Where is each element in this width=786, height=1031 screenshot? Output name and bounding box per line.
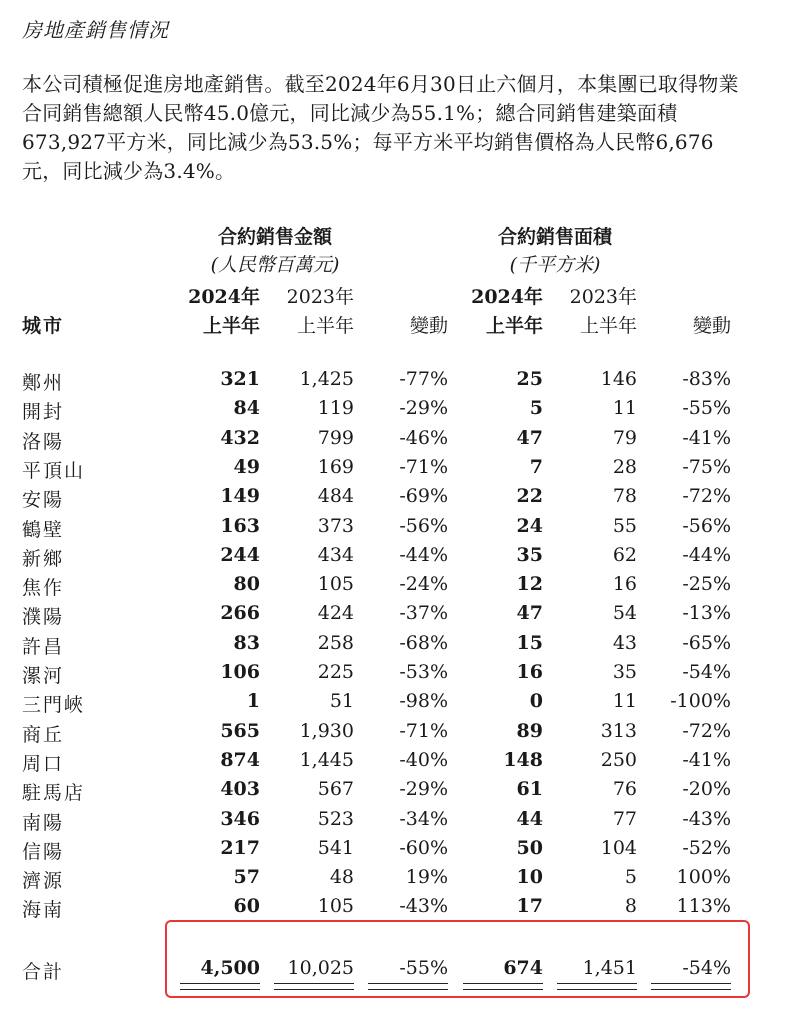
table-row	[0, 368, 786, 397]
cell-area-2023: 79	[612, 426, 637, 449]
cell-amount-change: -56%	[399, 514, 448, 537]
cell-amount-change: -71%	[399, 455, 448, 478]
cell-amount-2024: 83	[233, 631, 260, 654]
cell-amount-2023: 48	[329, 866, 354, 889]
group-header-area: 合約銷售面積	[497, 226, 612, 248]
cell-area-change: -41%	[682, 748, 731, 771]
cell-amount-change: -71%	[399, 719, 448, 742]
cell-amount-change: -60%	[399, 836, 448, 859]
cell-amount-change: -29%	[399, 778, 448, 801]
cell-city: 海南	[22, 899, 65, 922]
table-row	[0, 632, 786, 661]
cell-amount-2023: 258	[317, 631, 354, 654]
group-unit-amount: (人民幣百萬元)	[210, 254, 340, 276]
cell-area-change: -72%	[682, 719, 731, 742]
cell-area-change: -44%	[682, 543, 731, 566]
cell-amount-change: -69%	[399, 485, 448, 508]
cell-amount-2023: 373	[317, 514, 354, 537]
cell-amount-2024: 217	[220, 836, 260, 859]
cell-amount-2023: 434	[317, 543, 354, 566]
section-title: 房地產銷售情況	[22, 18, 169, 42]
cell-area-change: -55%	[682, 397, 731, 420]
cell-area-change: -75%	[682, 455, 731, 478]
cell-area-2023: 76	[612, 778, 637, 801]
cell-city: 鶴壁	[22, 518, 65, 541]
cell-amount-change: 19%	[405, 866, 448, 889]
cell-amount-2023: 105	[317, 895, 354, 918]
cell-amount-change: -43%	[399, 895, 448, 918]
cell-area-2024: 0	[529, 690, 543, 713]
cell-area-change: 100%	[676, 866, 731, 889]
table-row	[0, 720, 786, 749]
cell-area-2024: 35	[516, 543, 543, 566]
cell-amount-2023: 1,425	[299, 368, 354, 390]
cell-amount-2023: 105	[317, 573, 354, 596]
cell-area-change: -83%	[682, 368, 731, 390]
cell-amount-2024: 163	[220, 514, 260, 537]
cell-area-2024: 17	[516, 895, 543, 918]
cell-amount-2023: 424	[317, 602, 354, 625]
cell-amount-change: -46%	[399, 426, 448, 449]
total-label: 合計	[22, 961, 65, 983]
cell-area-2023: 62	[612, 543, 637, 566]
cell-city: 信陽	[22, 840, 65, 863]
cell-area-change: -20%	[682, 778, 731, 801]
cell-amount-2024: 49	[233, 455, 260, 478]
cell-area-2023: 54	[612, 602, 637, 625]
cell-amount-2024: 57	[233, 866, 260, 889]
cell-area-change: -41%	[682, 426, 731, 449]
table-row	[0, 778, 786, 807]
cell-area-2024: 61	[516, 778, 543, 801]
cell-amount-2024: 106	[220, 661, 260, 683]
cell-city: 鄭州	[22, 372, 65, 394]
cell-city: 南陽	[22, 811, 65, 834]
col-header-city: 城市	[22, 315, 65, 337]
col-header-amount-2024-top: 2024年	[188, 286, 260, 308]
cell-amount-2024: 80	[233, 573, 260, 596]
cell-area-2024: 5	[529, 397, 543, 420]
cell-amount-2024: 1	[246, 690, 260, 713]
cell-area-2023: 16	[612, 573, 637, 596]
cell-area-2023: 5	[624, 866, 637, 889]
table-row	[0, 544, 786, 573]
cell-area-2023: 77	[612, 807, 637, 830]
cell-amount-2024: 244	[220, 543, 260, 566]
cell-area-2024: 50	[516, 836, 543, 859]
cell-city: 濮陽	[22, 606, 65, 629]
cell-amount-2024: 60	[233, 895, 260, 918]
col-header-area-2024-top: 2024年	[471, 286, 543, 308]
cell-amount-change: -37%	[399, 602, 448, 625]
cell-area-change: 113%	[676, 895, 731, 918]
cell-area-change: -54%	[682, 661, 731, 683]
cell-amount-2024: 149	[220, 485, 260, 508]
col-header-area-2023-top: 2023年	[569, 286, 637, 308]
cell-city: 焦作	[22, 577, 65, 600]
cell-city: 漯河	[22, 665, 65, 687]
cell-amount-2023: 523	[317, 807, 354, 830]
cell-area-2024: 10	[516, 866, 543, 889]
cell-area-2023: 104	[600, 836, 637, 859]
cell-area-2024: 15	[516, 631, 543, 654]
cell-area-2024: 7	[529, 455, 543, 478]
cell-amount-2023: 799	[317, 426, 354, 449]
cell-amount-change: -77%	[399, 368, 448, 390]
cell-area-2024: 44	[516, 807, 543, 830]
cell-amount-change: -24%	[399, 573, 448, 596]
total-area-change: -54%	[682, 957, 731, 979]
table-row	[0, 808, 786, 837]
total-amount-change: -55%	[399, 957, 448, 979]
cell-amount-change: -53%	[399, 661, 448, 683]
cell-area-change: -72%	[682, 485, 731, 508]
cell-amount-2024: 266	[220, 602, 260, 625]
cell-area-2024: 12	[516, 573, 543, 596]
cell-area-change: -56%	[682, 514, 731, 537]
cell-area-2023: 250	[600, 748, 637, 771]
table-row	[0, 837, 786, 866]
cell-area-change: -25%	[682, 573, 731, 596]
cell-amount-2023: 169	[317, 455, 354, 478]
cell-area-change: -52%	[682, 836, 731, 859]
cell-amount-2024: 84	[233, 397, 260, 420]
cell-area-2023: 43	[612, 631, 637, 654]
cell-area-2023: 8	[624, 895, 637, 918]
intro-paragraph: 本公司積極促進房地產銷售。截至2024年6月30日止六個月，本集團已取得物業合同銷售總額人民幣45.0億元，同比減少為55.1%；總合同銷售建築面積673,927平方米，同比減少為53.5%；每平方米平均銷售價格為人民幣6,676元，同比減少為3.4%。	[22, 72, 739, 183]
table-row	[0, 456, 786, 485]
cell-area-2023: 313	[600, 719, 637, 742]
cell-area-change: -65%	[682, 631, 731, 654]
cell-area-change: -100%	[670, 690, 731, 713]
cell-city: 濟源	[22, 870, 65, 893]
cell-area-change: -13%	[682, 602, 731, 625]
cell-amount-change: -98%	[399, 690, 448, 713]
table-row	[0, 485, 786, 514]
cell-amount-change: -40%	[399, 748, 448, 771]
cell-amount-2023: 1,930	[299, 719, 354, 742]
table-row	[0, 661, 786, 690]
cell-amount-change: -34%	[399, 807, 448, 830]
cell-city: 新鄉	[22, 547, 65, 570]
cell-amount-2024: 346	[220, 807, 260, 830]
cell-city: 商丘	[22, 723, 65, 746]
cell-area-2023: 146	[600, 368, 637, 390]
cell-area-2024: 148	[503, 748, 543, 771]
table-row	[0, 397, 786, 426]
cell-amount-2024: 321	[220, 368, 260, 390]
cell-amount-change: -44%	[399, 543, 448, 566]
cell-area-2023: 55	[612, 514, 637, 537]
cell-city: 駐馬店	[22, 782, 86, 805]
cell-area-2024: 25	[516, 368, 543, 390]
col-header-area-2024-bottom: 上半年	[485, 315, 543, 337]
cell-amount-2023: 119	[317, 397, 354, 420]
cell-amount-change: -68%	[399, 631, 448, 654]
cell-amount-2024: 565	[220, 719, 260, 742]
table-row	[0, 866, 786, 895]
col-header-area-change: 變動	[692, 315, 731, 337]
cell-city: 三門峽	[22, 694, 86, 717]
table-row	[0, 690, 786, 719]
cell-amount-2023: 1,445	[299, 748, 354, 771]
cell-amount-2023: 541	[317, 836, 354, 859]
table-row	[0, 427, 786, 456]
cell-city: 開封	[22, 401, 65, 424]
cell-amount-change: -29%	[399, 397, 448, 420]
col-header-amount-change: 變動	[409, 315, 448, 337]
cell-area-2024: 24	[516, 514, 543, 537]
col-header-area-2023-bottom: 上半年	[579, 315, 637, 337]
cell-city: 平頂山	[22, 459, 86, 482]
cell-area-2023: 11	[612, 397, 637, 420]
cell-city: 洛陽	[22, 430, 65, 453]
cell-amount-2023: 567	[317, 778, 354, 801]
cell-amount-2023: 484	[317, 485, 354, 508]
cell-city: 周口	[22, 752, 65, 775]
cell-area-2024: 22	[516, 485, 543, 508]
table-row	[0, 515, 786, 544]
table-row	[0, 749, 786, 778]
highlight-box	[165, 920, 750, 998]
cell-area-2023: 35	[612, 661, 637, 683]
table-row	[0, 573, 786, 602]
cell-city: 許昌	[22, 635, 65, 658]
cell-amount-2023: 225	[317, 661, 354, 683]
cell-amount-2024: 403	[220, 778, 260, 801]
cell-amount-2023: 51	[329, 690, 354, 713]
col-header-amount-2024-bottom: 上半年	[202, 315, 260, 337]
col-header-amount-2023-bottom: 上半年	[296, 315, 354, 337]
cell-area-2024: 47	[516, 602, 543, 625]
cell-area-2023: 28	[612, 455, 637, 478]
cell-city: 安陽	[22, 489, 65, 512]
total-amount-2024: 4,500	[200, 957, 260, 979]
cell-amount-2024: 432	[220, 426, 260, 449]
total-area-2023: 1,451	[582, 957, 637, 979]
cell-area-change: -43%	[682, 807, 731, 830]
cell-area-2023: 11	[612, 690, 637, 713]
group-unit-area: (千平方米)	[509, 254, 601, 276]
cell-area-2024: 47	[516, 426, 543, 449]
cell-area-2023: 78	[612, 485, 637, 508]
total-amount-2023: 10,025	[287, 957, 354, 979]
col-header-amount-2023-top: 2023年	[286, 286, 354, 308]
cell-area-2024: 16	[516, 661, 543, 683]
table-row	[0, 602, 786, 631]
cell-area-2024: 89	[516, 719, 543, 742]
group-header-amount: 合約銷售金額	[217, 226, 332, 248]
total-area-2024: 674	[503, 957, 543, 979]
cell-amount-2024: 874	[220, 748, 260, 771]
